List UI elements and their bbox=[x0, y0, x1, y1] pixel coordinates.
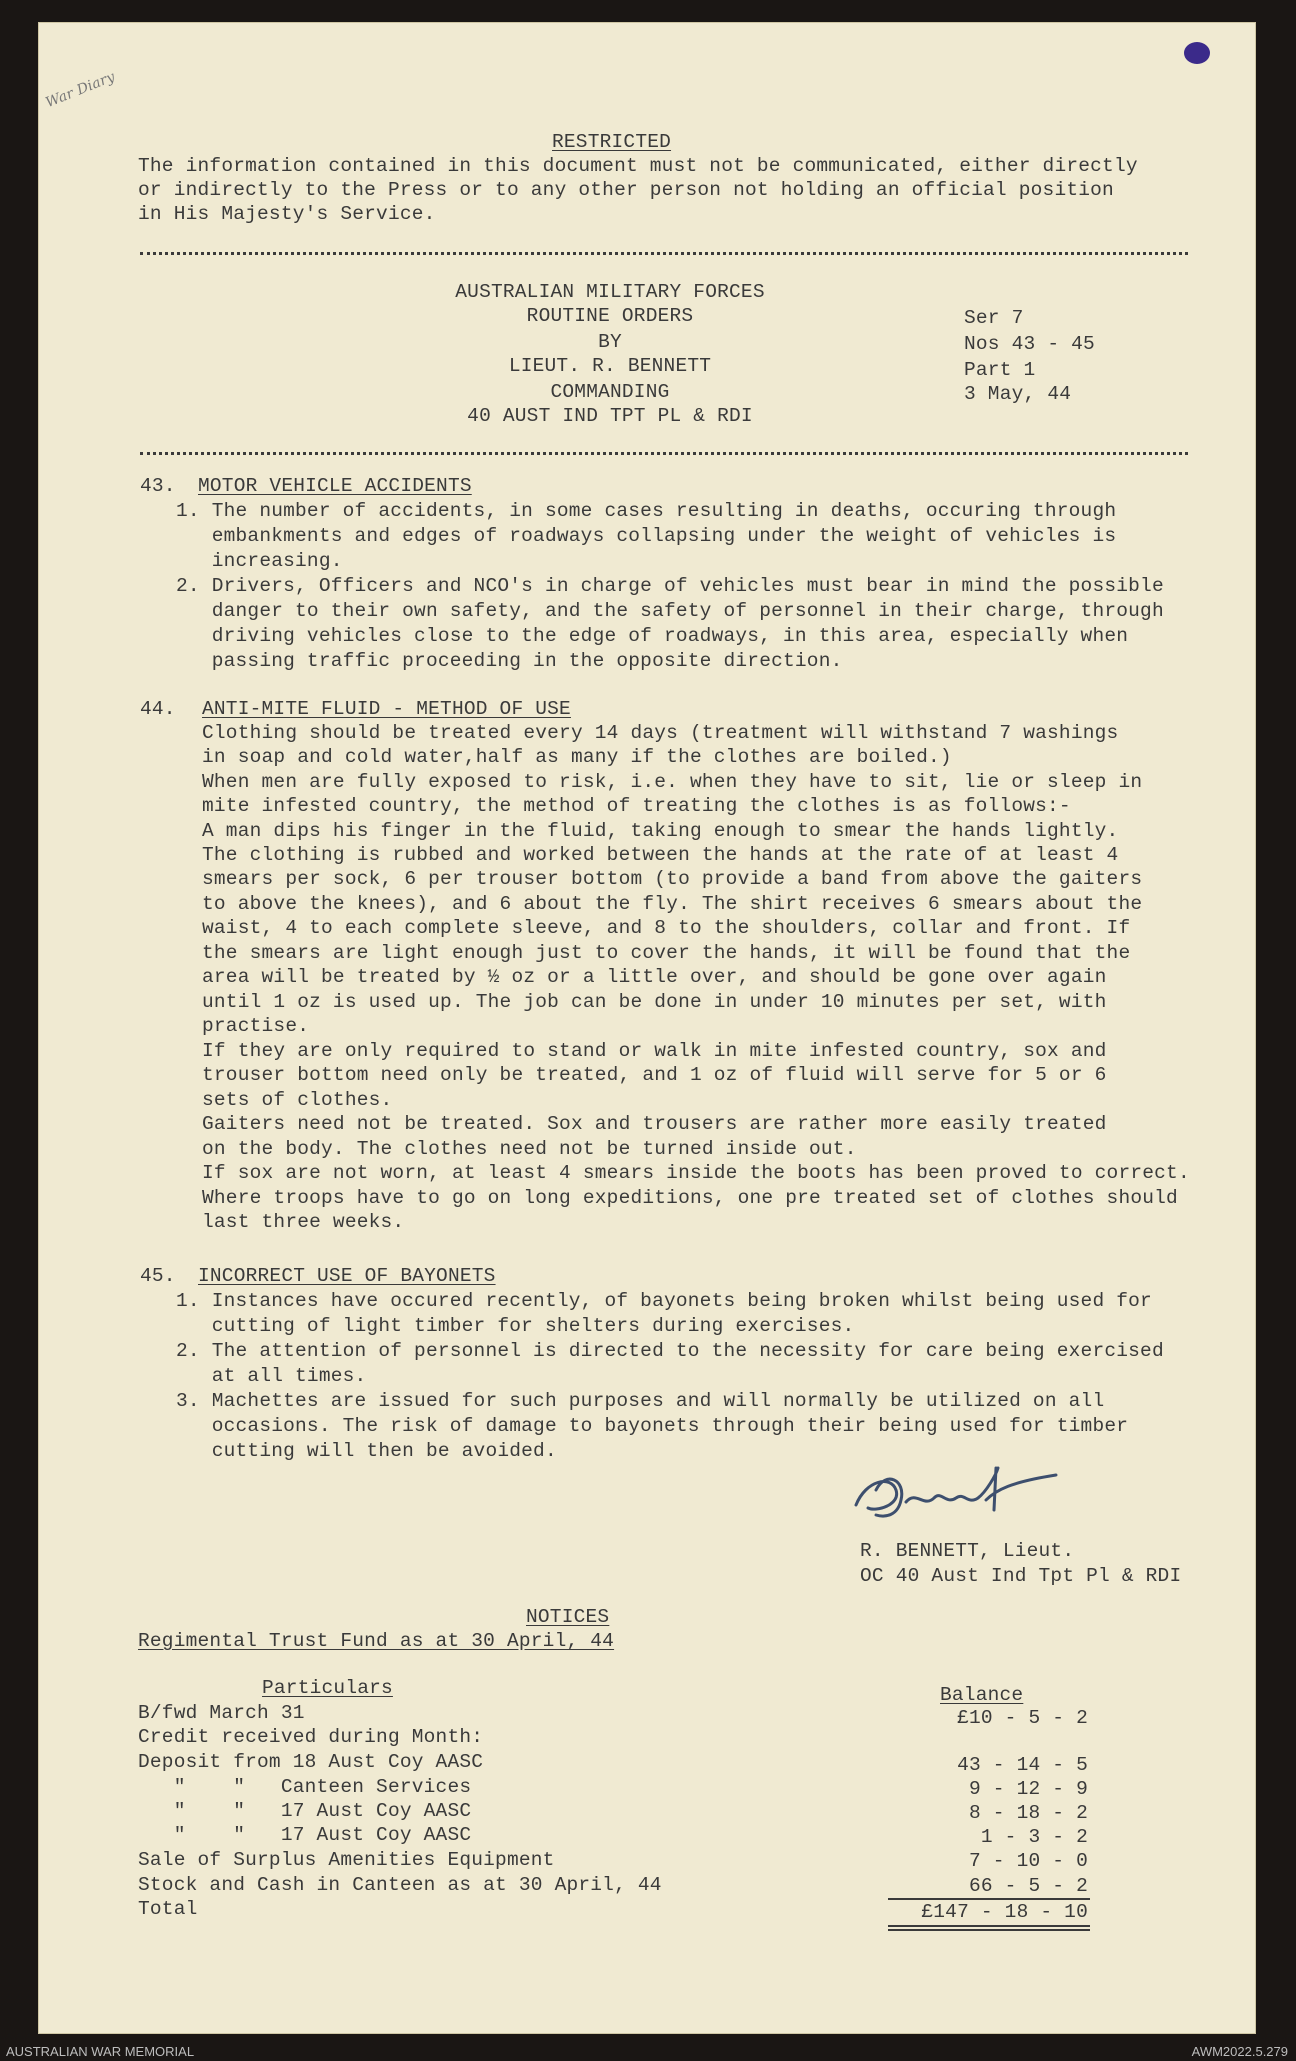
row-particular: Stock and Cash in Canteen as at 30 April, 44 bbox=[138, 1874, 662, 1896]
classification-label: RESTRICTED bbox=[552, 131, 672, 153]
row-particular: Sale of Surplus Amenities Equipment bbox=[138, 1849, 555, 1871]
title-line: AUSTRALIAN MILITARY FORCES bbox=[455, 281, 765, 303]
order-line: 2. The attention of personnel is directed to the necessity for care being exercised bbox=[176, 1340, 1164, 1362]
title-line: BY bbox=[598, 331, 622, 353]
order-line: 1. Instances have occured recently, of bayonets being broken whilst being used for bbox=[176, 1290, 1152, 1312]
order-line: practise. bbox=[202, 1015, 310, 1037]
ref-line: Part 1 bbox=[964, 359, 1036, 381]
row-balance: 8 - 18 - 2 bbox=[968, 1802, 1088, 1824]
footer-accession-id: AWM2022.5.279 bbox=[1191, 2044, 1288, 2059]
row-balance: 43 - 14 - 5 bbox=[957, 1754, 1088, 1776]
notices-subheading: Regimental Trust Fund as at 30 April, 44 bbox=[138, 1630, 615, 1652]
order-number: 43. bbox=[140, 475, 176, 497]
ref-line: Nos 43 - 45 bbox=[964, 333, 1095, 355]
column-header-particulars: Particulars bbox=[262, 1677, 393, 1699]
row-particular: B/fwd March 31 bbox=[138, 1702, 305, 1724]
order-heading: ANTI-MITE FLUID - METHOD OF USE bbox=[202, 698, 571, 720]
order-line: until 1 oz is used up. The job can be done in under 10 minutes per set, with bbox=[202, 991, 1107, 1013]
order-line: 3. Machettes are issued for such purposes and will normally be utilized on all bbox=[176, 1390, 1105, 1412]
order-line: smears per sock, 6 per trouser bottom (to provide a band from above the gaiters bbox=[202, 868, 1143, 890]
order-line: area will be treated by ½ oz or a little over, and should be gone over again bbox=[202, 966, 1107, 988]
order-line: increasing. bbox=[176, 550, 343, 572]
column-header-balance: Balance bbox=[940, 1684, 1024, 1706]
row-balance: 9 - 12 - 9 bbox=[968, 1778, 1088, 1800]
notice-line: in His Majesty's Service. bbox=[138, 203, 436, 225]
ref-line: 3 May, 44 bbox=[964, 383, 1072, 405]
row-particular: Total bbox=[138, 1898, 198, 1920]
total-double-rule bbox=[888, 1929, 1090, 1931]
order-number: 45. bbox=[140, 1265, 176, 1287]
order-heading: MOTOR VEHICLE ACCIDENTS bbox=[198, 475, 472, 497]
row-balance: £147 - 18 - 10 bbox=[921, 1901, 1088, 1923]
order-line: in soap and cold water,half as many if the clothes are boiled.) bbox=[202, 746, 952, 768]
order-line: If they are only required to stand or walk in mite infested country, sox and bbox=[202, 1040, 1107, 1062]
row-particular: Deposit from 18 Aust Coy AASC bbox=[138, 1751, 484, 1773]
row-balance: 66 - 5 - 2 bbox=[968, 1875, 1088, 1897]
order-line: mite infested country, the method of treating the clothes is as follows:- bbox=[202, 795, 1071, 817]
dotted-divider bbox=[140, 252, 1188, 255]
ref-line: Ser 7 bbox=[964, 307, 1024, 329]
handwritten-signature bbox=[846, 1460, 1066, 1530]
signer-name: R. BENNETT, Lieut. bbox=[860, 1540, 1075, 1562]
dotted-divider bbox=[140, 452, 1188, 455]
signer-role: OC 40 Aust Ind Tpt Pl & RDI bbox=[860, 1565, 1182, 1587]
order-line: last three weeks. bbox=[202, 1211, 405, 1233]
order-line: cutting of light timber for shelters during exercises. bbox=[176, 1315, 855, 1337]
row-balance: 1 - 3 - 2 bbox=[980, 1826, 1088, 1848]
ink-mark bbox=[1184, 42, 1210, 64]
row-particular: " " 17 Aust Coy AASC bbox=[138, 1824, 472, 1846]
row-particular: " " 17 Aust Coy AASC bbox=[138, 1800, 472, 1822]
title-line: LIEUT. R. BENNETT bbox=[508, 355, 712, 377]
margin-note: War Diary bbox=[43, 68, 118, 112]
order-line: embankments and edges of roadways collapsing under the weight of vehicles is bbox=[176, 525, 1117, 547]
order-line: at all times. bbox=[176, 1365, 367, 1387]
order-line: The clothing is rubbed and worked between the hands at the rate of at least 4 bbox=[202, 844, 1119, 866]
title-line: ROUTINE ORDERS bbox=[526, 305, 694, 327]
order-line: passing traffic proceeding in the opposite direction. bbox=[176, 650, 843, 672]
order-line: occasions. The risk of damage to bayonets through their being used for timber bbox=[176, 1415, 1129, 1437]
row-balance: 7 - 10 - 0 bbox=[968, 1850, 1088, 1872]
total-double-rule bbox=[888, 1925, 1090, 1927]
notice-line: The information contained in this document must not be communicated, either directly bbox=[138, 155, 1138, 177]
title-line: 40 AUST IND TPT PL & RDI bbox=[467, 405, 753, 427]
order-line: sets of clothes. bbox=[202, 1089, 393, 1111]
footer-credit: AUSTRALIAN WAR MEMORIAL bbox=[6, 2044, 195, 2059]
order-line: A man dips his finger in the fluid, taking enough to smear the hands lightly. bbox=[202, 820, 1119, 842]
order-line: trouser bottom need only be treated, and 1 oz of fluid will serve for 5 or 6 bbox=[202, 1064, 1107, 1086]
order-line: to above the knees), and 6 about the fly. The shirt receives 6 smears about the bbox=[202, 893, 1143, 915]
order-line: When men are fully exposed to risk, i.e. when they have to sit, lie or sleep in bbox=[202, 771, 1143, 793]
row-particular: Credit received during Month: bbox=[138, 1726, 484, 1748]
order-line: the smears are light enough just to cover the hands, it will be found that the bbox=[202, 942, 1131, 964]
order-heading: INCORRECT USE OF BAYONETS bbox=[198, 1265, 496, 1287]
order-line: danger to their own safety, and the safety of personnel in their charge, through bbox=[176, 600, 1164, 622]
order-line: Clothing should be treated every 14 days (treatment will withstand 7 washings bbox=[202, 722, 1119, 744]
order-line: 2. Drivers, Officers and NCO's in charge of vehicles must bear in mind the possible bbox=[176, 575, 1164, 597]
notice-line: or indirectly to the Press or to any other person not holding an official position bbox=[138, 179, 1114, 201]
row-particular: " " Canteen Services bbox=[138, 1776, 472, 1798]
order-line: If sox are not worn, at least 4 smears inside the boots has been proved to correct. bbox=[202, 1162, 1190, 1184]
order-line: Where troops have to go on long expeditions, one pre treated set of clothes should bbox=[202, 1187, 1178, 1209]
order-line: driving vehicles close to the edge of roadways, in this area, especially when bbox=[176, 625, 1129, 647]
order-number: 44. bbox=[140, 698, 176, 720]
order-line: waist, 4 to each complete sleeve, and 8 to the shoulders, collar and front. If bbox=[202, 917, 1131, 939]
row-balance: £10 - 5 - 2 bbox=[957, 1707, 1088, 1729]
order-line: cutting will then be avoided. bbox=[176, 1440, 557, 1462]
notices-heading: NOTICES bbox=[526, 1606, 610, 1628]
order-line: 1. The number of accidents, in some cases resulting in deaths, occuring through bbox=[176, 500, 1117, 522]
order-line: on the body. The clothes need not be turned inside out. bbox=[202, 1138, 857, 1160]
order-line: Gaiters need not be treated. Sox and trousers are rather more easily treated bbox=[202, 1113, 1107, 1135]
title-line: COMMANDING bbox=[550, 381, 670, 403]
